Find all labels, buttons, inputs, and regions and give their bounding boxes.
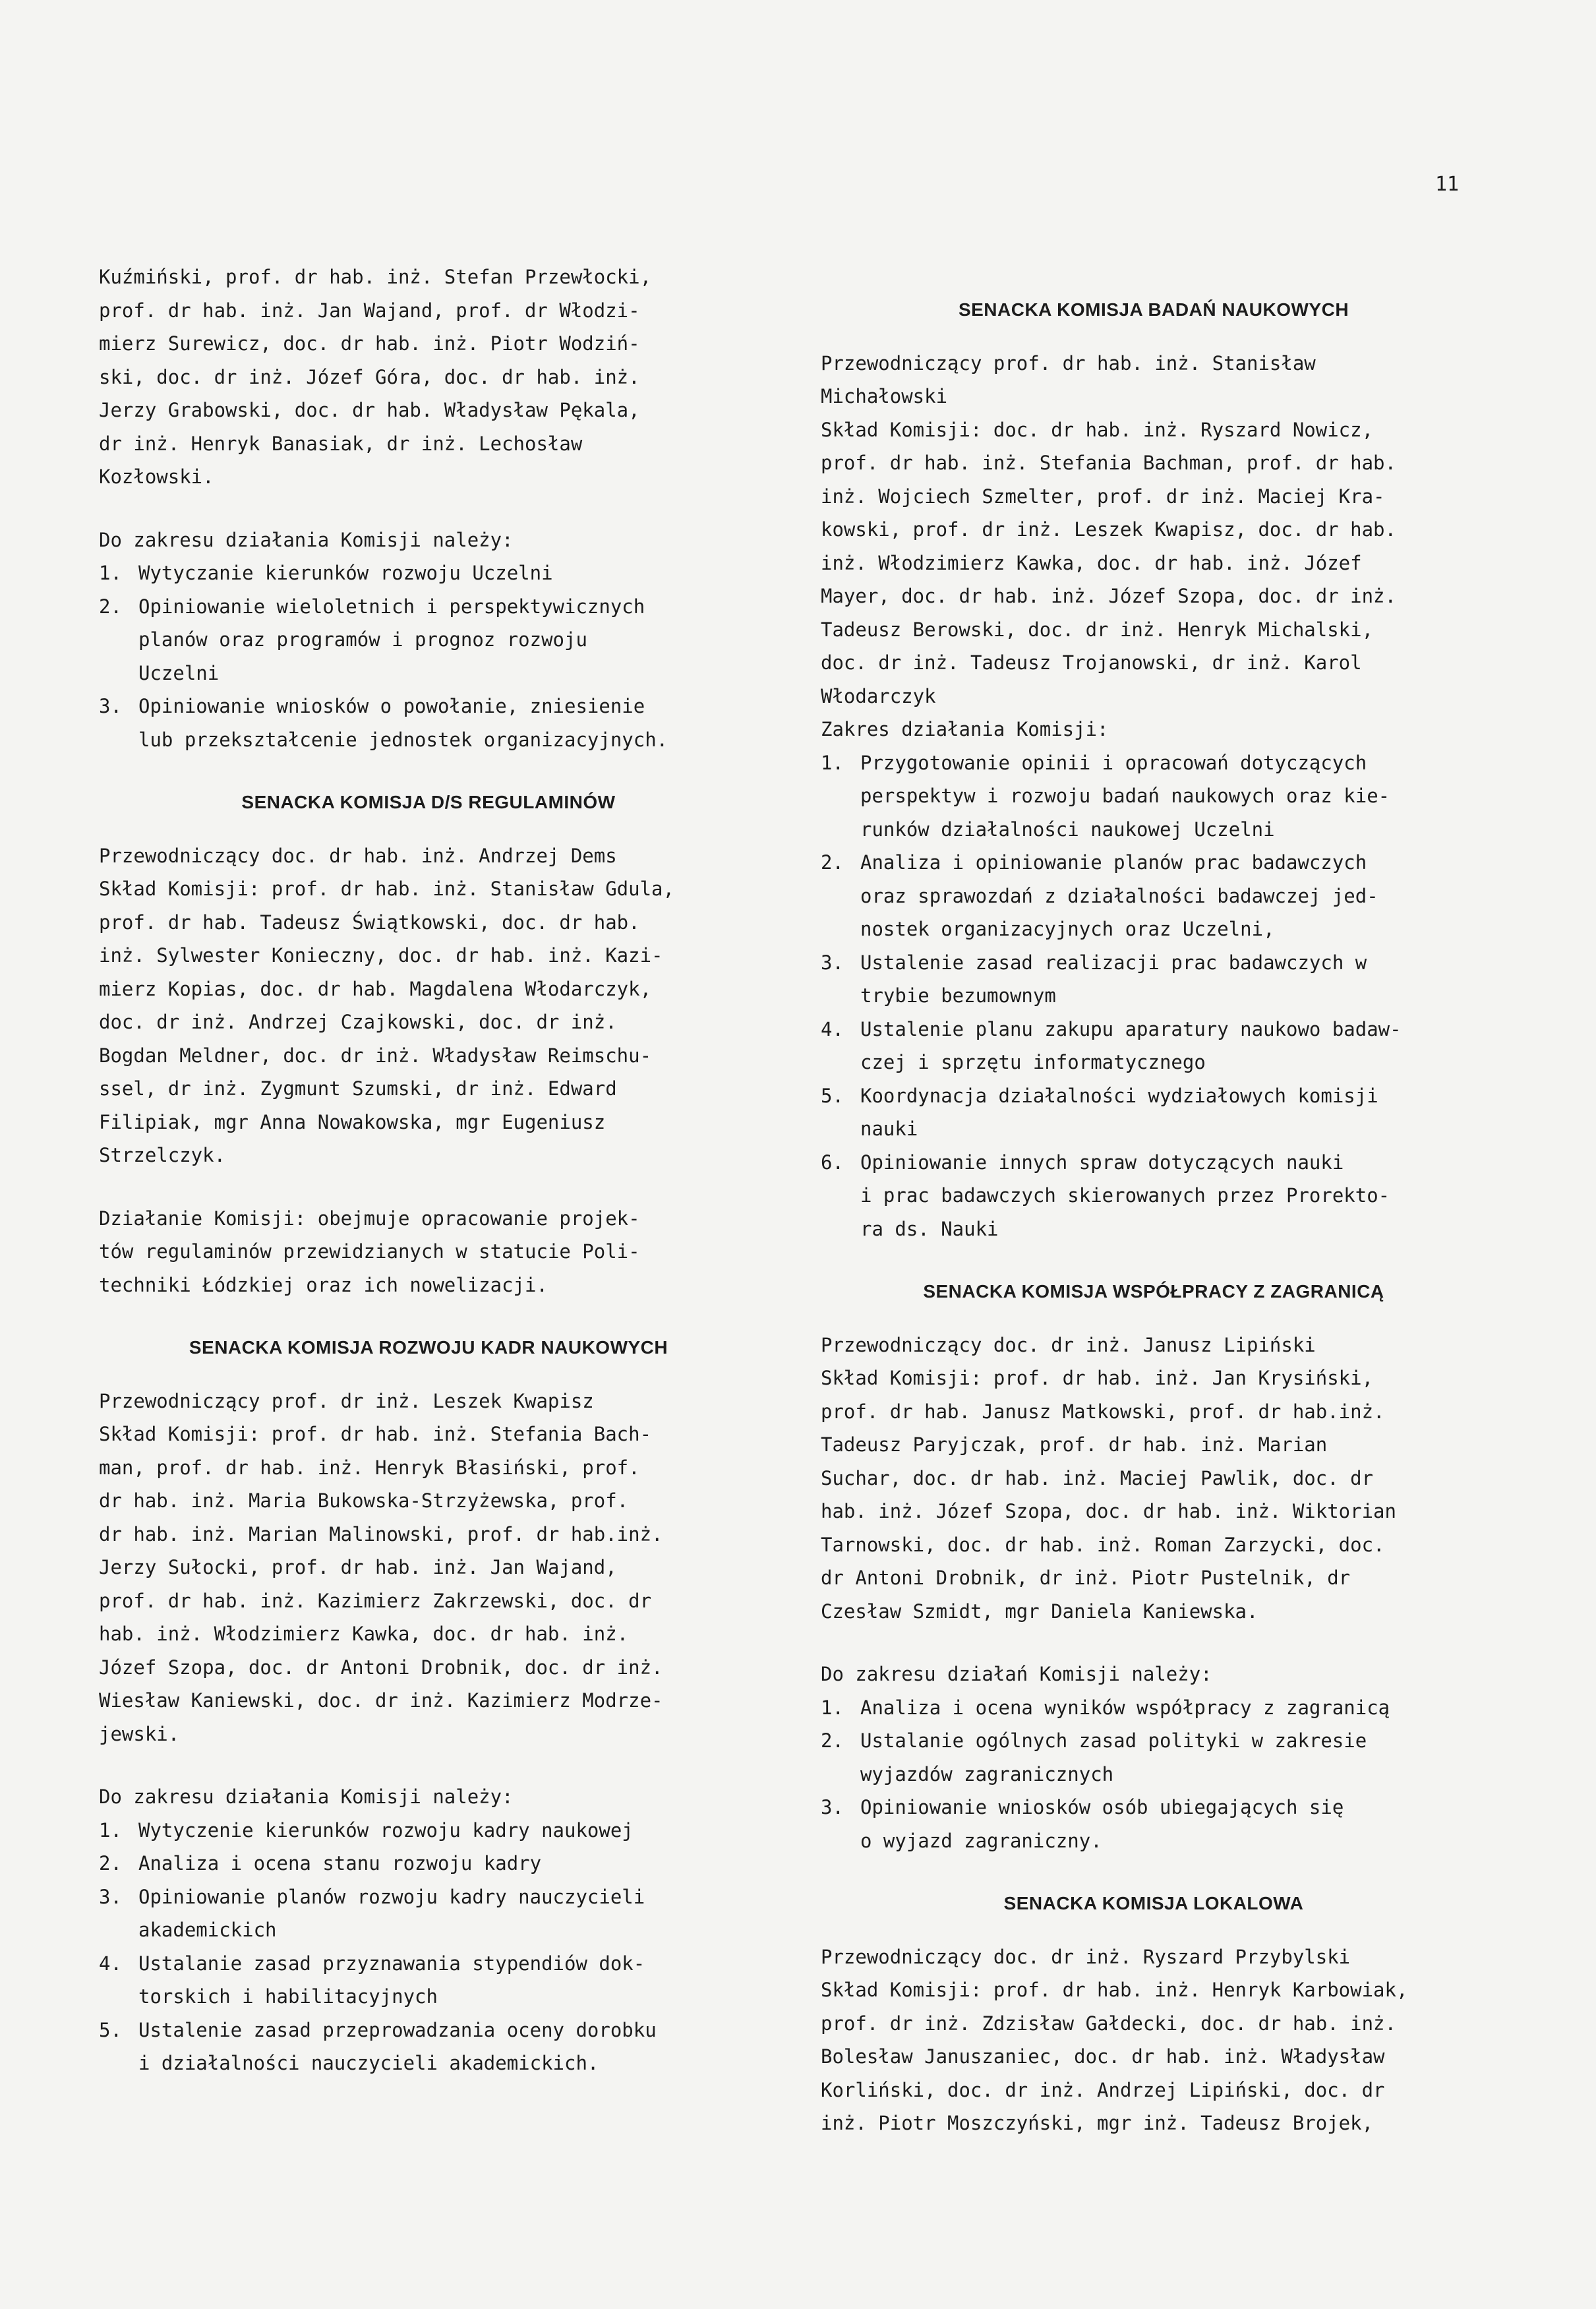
intro-paragraph [99, 260, 758, 494]
text-line: dr inż. Henryk Banasiak, dr inż. Lechosław [99, 432, 583, 455]
list-item: 1. Przygotowanie opinii i opracowań dotyczących perspektyw i rozwoju badań naukowych oraz kie- runków działalności naukowej Uczelni [821, 751, 1390, 841]
list-item: 3. Opiniowanie wniosków osób ubiegających się o wyjazd zagraniczny. [821, 1796, 1344, 1852]
text-line: Jerzy Grabowski, doc. dr hab. Władysław Pękala, [99, 399, 640, 421]
list-item: 1. Wytyczanie kierunków rozwoju Uczelni [99, 562, 553, 584]
scope-intro: Do zakresu działania Komisji należy: [99, 1785, 514, 1808]
scope-intro: Do zakresu działań Komisji należy: [821, 1663, 1212, 1685]
list-item: 1. Wytyczenie kierunków rozwoju kadry naukowej [99, 1818, 634, 1842]
text-line: prof. dr hab. inż. Jan Wajand, prof. dr Włodzi- [99, 299, 640, 322]
scope-intro: Zakres działania Komisji: [821, 718, 1109, 740]
list-item: 2. Analiza i ocena stanu rozwoju kadry [99, 1852, 542, 1874]
list-item: 3. Opiniowanie planów rozwoju kadry nauczycieli akademickich [99, 1885, 645, 1941]
research-members: Przewodniczący prof. dr hab. inż. Stanisław Michałowski Skład Komisji: doc. dr hab. inż. Ryszard Nowicz, prof. dr hab. inż. Stefania Bachman, prof. dr hab. inż. Wojciech Szmelter, prof. dr inż. Maciej Kra- kowski, prof. dr inż. Leszek Kwapisz, doc. dr hab. inż. Włodzimierz Kawka, doc. dr hab. inż. Józef Mayer, doc. dr hab. inż. Józef Szopa, doc. dr inż. Tadeusz Berowski, doc. dr inż. Henryk Michalski, doc. dr inż. Tadeusz Trojanowski, dr inż. Karol Włodarczyk [821, 351, 1396, 707]
list-item: 4. Ustalenie planu zakupu aparatury naukowo badaw- czej i sprzętu informatycznego [821, 1017, 1402, 1073]
list-item: 6. Opiniowanie innych spraw dotyczących nauki i prac badawczych skierowanych przez Prorekto- ra ds. Nauki [821, 1151, 1390, 1240]
right-column [821, 293, 1487, 2140]
international-scope-list [821, 1658, 1487, 1857]
list-item: 2. Ustalanie ogólnych zasad polityki w zakresie wyjazdów zagranicznych [821, 1729, 1367, 1785]
list-item: 5. Koordynacja działalności wydziałowych komisji nauki [821, 1084, 1378, 1140]
section-heading-research: SENACKA KOMISJA BADAŃ NAUKOWYCH [958, 299, 1349, 320]
section-heading-staff: SENACKA KOMISJA ROZWOJU KADR NAUKOWYCH [189, 1337, 668, 1358]
section-heading-premises: SENACKA KOMISJA LOKALOWA [1003, 1893, 1304, 1913]
list-item: 1. Analiza i ocena wyników współpracy z zagranicą [821, 1696, 1390, 1719]
section-heading-international: SENACKA KOMISJA WSPÓŁPRACY Z ZAGRANICĄ [923, 1281, 1384, 1302]
research-scope-list [821, 713, 1487, 1245]
list-item: 3. Ustalenie zasad realizacji prac badawczych w trybie bezumownym [821, 951, 1367, 1007]
list-item: 2. Opiniowanie wieloletnich i perspektywicznych planów oraz programów i prognoz rozwoju Uczelni [99, 595, 645, 684]
list-item: 5. Ustalenie zasad przeprowadzania oceny dorobku i działalności nauczycieli akademickich. [99, 2018, 657, 2074]
international-members: Przewodniczący doc. dr inż. Janusz Lipiński Skład Komisji: prof. dr hab. inż. Jan Krysiński, prof. dr hab. Janusz Matkowski, prof. dr hab.inż. Tadeusz Paryjczak, prof. dr hab. inż. Marian Suchar, doc. dr hab. inż. Maciej Pawlik, doc. dr hab. inż. Józef Szopa, doc. dr hab. inż. Wiktorian Tarnowski, doc. dr hab. inż. Roman Zarzycki, doc. dr Antoni Drobnik, dr inż. Piotr Pustelnik, dr Czesław Szmidt, mgr Daniela Kaniewska. [821, 1333, 1396, 1623]
text-line: Kuźmiński, prof. dr hab. inż. Stefan Przewłocki, [99, 266, 652, 288]
left-column [99, 260, 758, 2080]
regulations-members: Przewodniczący doc. dr hab. inż. Andrzej Dems Skład Komisji: prof. dr hab. inż. Stanisław Gdula, prof. dr hab. Tadeusz Świątkowski, doc. dr hab. inż. Sylwester Konieczny, doc. dr hab. inż. Kazi- mierz Kopias, doc. dr hab. Magdalena Włodarczyk, doc. dr inż. Andrzej Czajkowski, doc. dr inż. Bogdan Meldner, doc. dr inż. Władysław Reimschu- ssel, dr inż. Zygmunt Szumski, dr inż. Edward Filipiak, mgr Anna Nowakowska, mgr Eugeniusz Strzelczyk. [99, 844, 674, 1166]
scope-list [99, 524, 758, 757]
section-heading-regulations: SENACKA KOMISJA D/S REGULAMINÓW [241, 792, 616, 812]
text-line: Kozłowski. [99, 465, 214, 488]
list-item: 3. Opiniowanie wniosków o powołanie, zniesienie lub przekształcenie jednostek organizacyjnych. [99, 695, 668, 751]
text-line: ski, doc. dr inż. Józef Góra, doc. dr hab. inż. [99, 365, 640, 388]
list-item: 2. Analiza i opiniowanie planów prac badawczych oraz sprawozdań z działalności badawczej jed- nostek organizacyjnych oraz Uczelni, [821, 851, 1378, 940]
premises-members: Przewodniczący doc. dr inż. Ryszard Przybylski Skład Komisji: prof. dr hab. inż. Henryk Karbowiak, prof. dr inż. Zdzisław Gałdecki, doc. dr hab. inż. Bolesław Januszaniec, doc. dr hab. inż. Władysław Korliński, doc. dr inż. Andrzej Lipiński, doc. dr inż. Piotr Moszczyński, mgr inż. Tadeusz Brojek, [821, 1945, 1408, 2134]
regulations-activity: Działanie Komisji: obejmuje opracowanie projek- tów regulaminów przewidzianych w statucie Poli- techniki Łódzkiej oraz ich nowelizacji. [99, 1207, 640, 1296]
text-line: mierz Surewicz, doc. dr hab. inż. Piotr Wodziń- [99, 332, 640, 355]
scope-intro: Do zakresu działania Komisji należy: [99, 528, 514, 551]
list-item: 4. Ustalanie zasad przyznawania stypendiów dok- torskich i habilitacyjnych [99, 1952, 645, 2008]
staff-members: Przewodniczący prof. dr inż. Leszek Kwapisz Skład Komisji: prof. dr hab. inż. Stefania Bach- man, prof. dr hab. inż. Henryk Błasiński, prof. dr hab. inż. Maria Bukowska-Strzyżewska, prof. dr hab. inż. Marian Malinowski, prof. dr hab.inż. Jerzy Sułocki, prof. dr hab. inż. Jan Wajand, prof. dr hab. inż. Kazimierz Zakrzewski, doc. dr hab. inż. Włodzimierz Kawka, doc. dr hab. inż. Józef Szopa, doc. dr Antoni Drobnik, doc. dr inż. Wiesław Kaniewski, doc. dr inż. Kazimierz Modrze- jewski. [99, 1389, 663, 1745]
page-number: 11 [1435, 173, 1460, 196]
staff-scope-list [99, 1780, 758, 2080]
